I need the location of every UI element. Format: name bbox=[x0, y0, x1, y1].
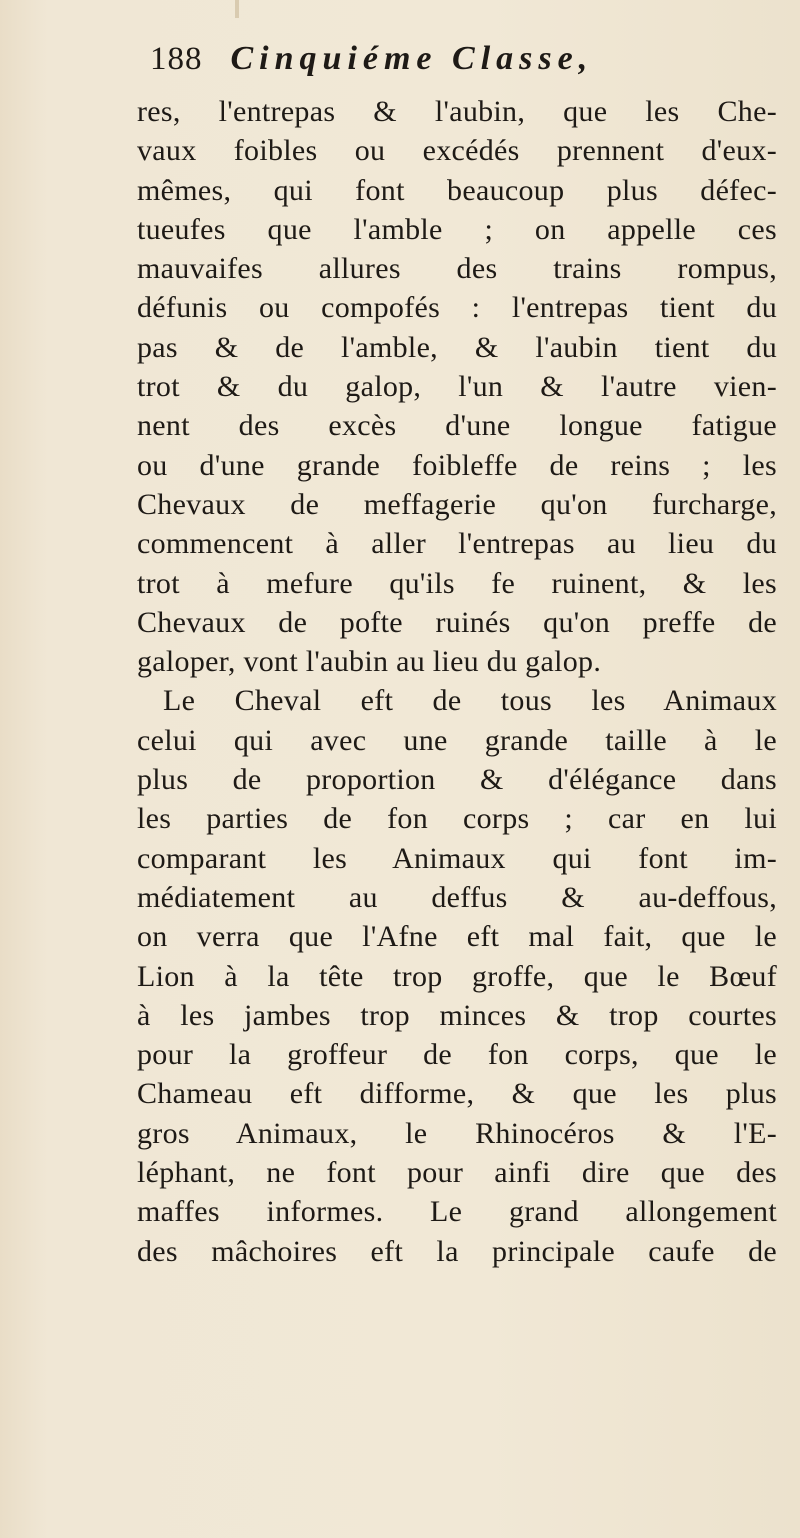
body-text bbox=[137, 92, 777, 1271]
text-line: Chevaux de pofte ruinés qu'on preffe de bbox=[137, 605, 777, 639]
text-line: plus de proportion & d'élégance dans bbox=[137, 763, 777, 797]
text-line: trot & du galop, l'un & l'autre vien- bbox=[137, 370, 777, 404]
page-number: 188 bbox=[150, 41, 203, 77]
text-line: les parties de fon corps ; car en lui bbox=[137, 802, 777, 836]
text-line: ou d'une grande foibleffe de reins ; les bbox=[137, 448, 777, 482]
text-line: maffes informes. Le grand allongement bbox=[137, 1195, 777, 1229]
text-line: comparant les Animaux qui font im- bbox=[137, 841, 777, 875]
text-line: trot à mefure qu'ils fe ruinent, & les bbox=[137, 566, 777, 600]
text-line: Chevaux de meffagerie qu'on furcharge, bbox=[137, 487, 777, 521]
text-line: des mâchoires eft la principale caufe de bbox=[137, 1234, 777, 1268]
text-line: médiatement au deffus & au-deffous, bbox=[137, 880, 777, 914]
text-line: tueufes que l'amble ; on appelle ces bbox=[137, 212, 777, 246]
text-line: pas & de l'amble, & l'aubin tient du bbox=[137, 330, 777, 364]
text-line: à les jambes trop minces & trop courtes bbox=[137, 998, 777, 1032]
text-line: défunis ou compofés : l'entrepas tient du bbox=[137, 291, 777, 325]
text-line: galoper, vont l'aubin au lieu du galop. bbox=[137, 645, 602, 679]
text-line: commencent à aller l'entrepas au lieu du bbox=[137, 527, 777, 561]
running-head: Cinquiéme Classe, bbox=[230, 40, 594, 77]
text-line: res, l'entrepas & l'aubin, que les Che- bbox=[137, 95, 777, 128]
text-line: mauvaifes allures des trains rompus, bbox=[137, 252, 777, 286]
text-line: Chameau eft difforme, & que les plus bbox=[137, 1077, 777, 1111]
page-header bbox=[150, 40, 770, 96]
text-line: celui qui avec une grande taille à le bbox=[137, 723, 777, 757]
text-line: gros Animaux, le Rhinocéros & l'E- bbox=[137, 1116, 777, 1150]
text-line: vaux foibles ou excédés prennent d'eux- bbox=[137, 134, 777, 168]
text-line: Le Cheval eft de tous les Animaux bbox=[163, 684, 777, 718]
text-line: on verra que l'Afne eft mal fait, que le bbox=[137, 920, 777, 954]
text-line: pour la groffeur de fon corps, que le bbox=[137, 1038, 777, 1072]
text-line: nent des excès d'une longue fatigue bbox=[137, 409, 777, 443]
text-line: léphant, ne font pour ainfi dire que des bbox=[137, 1156, 777, 1190]
text-line: Lion à la tête trop groffe, que le Bœuf bbox=[137, 959, 777, 993]
page-mark bbox=[235, 0, 239, 18]
text-line: mêmes, qui font beaucoup plus défec- bbox=[137, 173, 777, 207]
